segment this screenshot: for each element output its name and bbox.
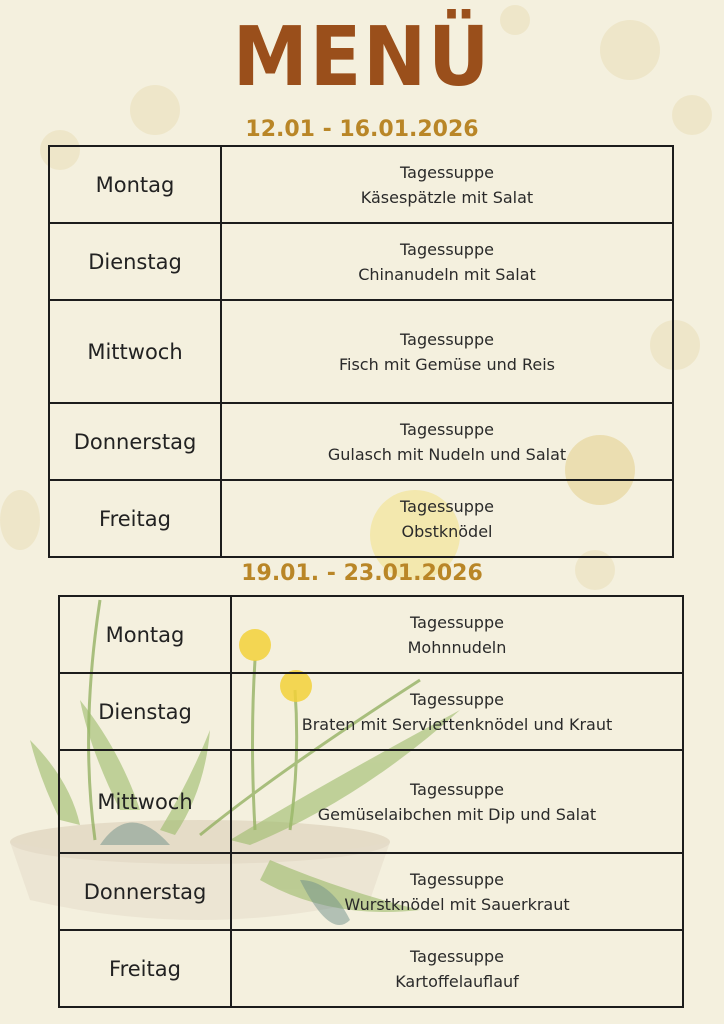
soup-text: Tagessuppe	[410, 869, 504, 889]
meal-cell	[221, 480, 673, 557]
meal-cell	[221, 403, 673, 480]
day-name: Freitag	[49, 480, 221, 557]
soup-text: Tagessuppe	[410, 689, 504, 709]
table-row	[49, 300, 673, 403]
soup-text: Tagessuppe	[410, 779, 504, 799]
main-dish-text: Gulasch mit Nudeln und Salat	[327, 444, 567, 464]
main-dish-text: Wurstknödel mit Sauerkraut	[344, 894, 570, 914]
week-2-date-range: 19.01. - 23.01.2026	[241, 561, 483, 586]
meal-cell	[231, 596, 683, 673]
soup-text: Tagessuppe	[400, 162, 494, 182]
day-name: Montag	[59, 596, 231, 673]
meal-cell	[221, 300, 673, 403]
main-dish-text: Chinanudeln mit Salat	[358, 264, 536, 284]
day-name: Freitag	[59, 930, 231, 1007]
table-row	[59, 750, 683, 853]
meal-cell	[231, 750, 683, 853]
main-dish-text: Mohnnudeln	[407, 637, 507, 657]
day-name: Montag	[49, 146, 221, 223]
watercolor-dot	[0, 490, 40, 550]
day-name: Donnerstag	[59, 853, 231, 930]
meal-cell	[231, 930, 683, 1007]
meal-cell	[221, 146, 673, 223]
main-dish-text: Obstknödel	[401, 521, 493, 541]
soup-text: Tagessuppe	[400, 239, 494, 259]
table-row	[49, 480, 673, 557]
meal-cell	[221, 223, 673, 300]
table-row	[59, 673, 683, 750]
table-row	[59, 930, 683, 1007]
meal-cell	[231, 853, 683, 930]
day-name: Mittwoch	[49, 300, 221, 403]
day-name: Donnerstag	[49, 403, 221, 480]
main-dish-text: Gemüselaibchen mit Dip und Salat	[317, 804, 597, 824]
day-name: Mittwoch	[59, 750, 231, 853]
table-row	[49, 403, 673, 480]
menu-title: MENÜ	[232, 10, 492, 105]
soup-text: Tagessuppe	[410, 946, 504, 966]
soup-text: Tagessuppe	[400, 419, 494, 439]
soup-text: Tagessuppe	[400, 329, 494, 349]
main-dish-text: Kartoffelauflauf	[395, 971, 519, 991]
main-dish-text: Käsespätzle mit Salat	[360, 187, 534, 207]
soup-text: Tagessuppe	[410, 612, 504, 632]
week-1-date-range: 12.01 - 16.01.2026	[245, 117, 479, 142]
main-dish-text: Braten mit Serviettenknödel und Kraut	[301, 714, 613, 734]
soup-text: Tagessuppe	[400, 496, 494, 516]
day-name: Dienstag	[59, 673, 231, 750]
meal-cell	[231, 673, 683, 750]
table-row	[49, 146, 673, 223]
week-1-menu-table	[48, 145, 674, 558]
table-row	[59, 853, 683, 930]
main-dish-text: Fisch mit Gemüse und Reis	[338, 354, 555, 374]
table-row	[49, 223, 673, 300]
day-name: Dienstag	[49, 223, 221, 300]
week-2-menu-table	[58, 595, 684, 1008]
table-row	[59, 596, 683, 673]
